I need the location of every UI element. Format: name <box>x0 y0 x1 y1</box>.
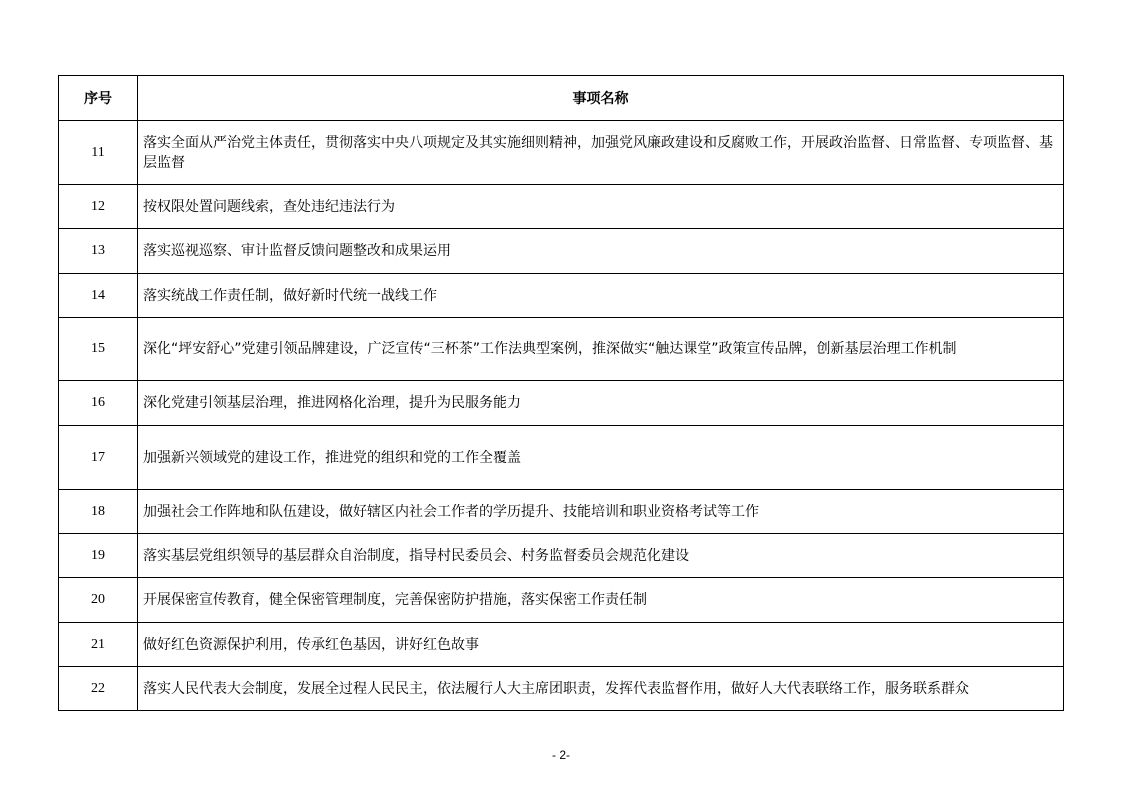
row-number: 12 <box>59 185 138 229</box>
table-row <box>59 318 1064 381</box>
row-name: 加强新兴领域党的建设工作，推进党的组织和党的工作全覆盖 <box>138 426 1064 490</box>
row-name: 加强社会工作阵地和队伍建设，做好辖区内社会工作者的学历提升、技能培训和职业资格考试等工作 <box>138 490 1064 534</box>
row-number: 16 <box>59 381 138 426</box>
table-row <box>59 578 1064 623</box>
table-row <box>59 185 1064 229</box>
row-number: 13 <box>59 229 138 274</box>
table-row <box>59 381 1064 426</box>
table-row <box>59 490 1064 534</box>
row-name: 落实全面从严治党主体责任，贯彻落实中央八项规定及其实施细则精神，加强党风廉政建设和反腐败工作，开展政治监督、日常监督、专项监督、基层监督 <box>138 121 1064 185</box>
row-number: 19 <box>59 534 138 578</box>
table-row <box>59 667 1064 711</box>
table-row <box>59 534 1064 578</box>
table-header-row <box>59 76 1064 121</box>
row-name: 深化党建引领基层治理，推进网格化治理，提升为民服务能力 <box>138 381 1064 426</box>
table-row <box>59 426 1064 490</box>
row-name: 落实统战工作责任制，做好新时代统一战线工作 <box>138 274 1064 318</box>
table-row <box>59 229 1064 274</box>
row-name: 按权限处置问题线索，查处违纪违法行为 <box>138 185 1064 229</box>
header-number: 序号 <box>59 76 138 121</box>
header-name: 事项名称 <box>138 76 1064 121</box>
row-number: 11 <box>59 121 138 185</box>
row-name: 做好红色资源保护利用，传承红色基因，讲好红色故事 <box>138 623 1064 667</box>
table-row <box>59 623 1064 667</box>
row-number: 20 <box>59 578 138 623</box>
page-number: - 2- <box>552 748 570 762</box>
row-name: 落实人民代表大会制度，发展全过程人民民主，依法履行人大主席团职责，发挥代表监督作用，做好人大代表联络工作，服务联系群众 <box>138 667 1064 711</box>
row-number: 14 <box>59 274 138 318</box>
row-name: 开展保密宣传教育，健全保密管理制度，完善保密防护措施，落实保密工作责任制 <box>138 578 1064 623</box>
row-number: 18 <box>59 490 138 534</box>
row-name: 落实巡视巡察、审计监督反馈问题整改和成果运用 <box>138 229 1064 274</box>
row-number: 15 <box>59 318 138 381</box>
table-row <box>59 121 1064 185</box>
row-number: 21 <box>59 623 138 667</box>
row-number: 17 <box>59 426 138 490</box>
row-number: 22 <box>59 667 138 711</box>
table-row <box>59 274 1064 318</box>
row-name: 落实基层党组织领导的基层群众自治制度，指导村民委员会、村务监督委员会规范化建设 <box>138 534 1064 578</box>
matters-table <box>58 75 1064 711</box>
row-name: 深化“坪安舒心”党建引领品牌建设，广泛宣传“三杯茶”工作法典型案例，推深做实“触达课堂”政策宣传品牌，创新基层治理工作机制 <box>138 318 1064 381</box>
